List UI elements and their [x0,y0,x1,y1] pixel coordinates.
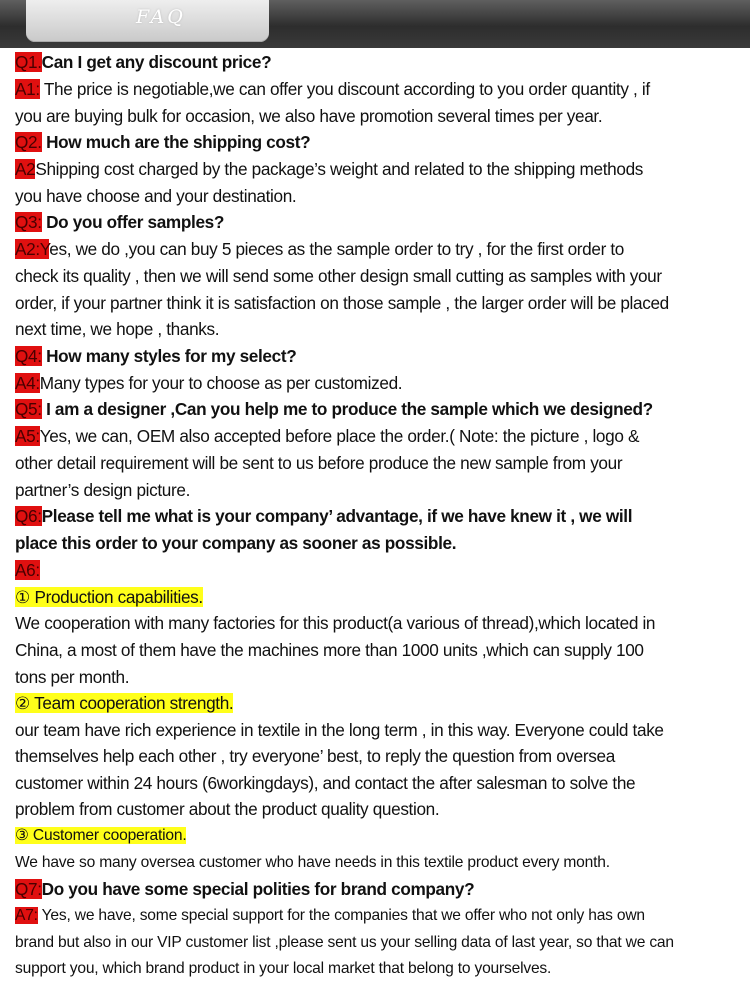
header-tab [26,0,269,42]
question-text: Please tell me what is your company’ advantage, if we have knew it , we will [41,506,633,527]
question-line [15,129,745,156]
answer-line [15,423,745,450]
highlighted-heading: ② Team cooperation strength. [15,693,234,714]
answer-line [15,263,745,290]
answer-text: China, a most of them have the machines more than 1000 units ,which can supply 100 [15,639,644,660]
answer-text: We have so many oversea customer who have needs in this textile product every month. [15,853,610,871]
question-line [15,209,745,236]
question-label: Q2. [15,132,42,153]
answer-line [15,290,745,317]
answer-text: themselves help each other , try everyone’ best, to reply the question from oversea [15,746,615,767]
answer-line [15,664,745,691]
answer-text: our team have rich experience in textile in the long term , in this way. Everyone could take [15,719,664,740]
answer-line [15,370,745,397]
answer-text: you have choose and your destination. [15,185,297,206]
question-label: Q1. [15,52,42,72]
answer-text: check its quality , then we will send some other design small cutting as samples with your [15,265,662,286]
question-text: Can I get any discount price? [41,52,272,72]
question-line [15,396,745,423]
answer-text: customer within 24 hours (6workingdays), and contact the after salesman to solve the [15,772,636,793]
answer-label: A1: [15,79,40,99]
question-label: Q6: [15,506,42,527]
header-bar [0,0,750,48]
answer-line [15,743,745,770]
answer-text: brand but also in our VIP customer list ,please sent us your selling data of last year, so that we can [15,933,674,951]
answer-text: Shipping cost charged by the package’s weight and related to the shipping methods [35,159,644,180]
answer-label: A2 [15,159,36,180]
answer-text: partner’s design picture. [15,479,191,500]
question-line [15,876,745,903]
answer-label: A7: [15,907,38,925]
answer-text: other detail requirement will be sent to us before produce the new sample from your [15,452,623,473]
answer-line [15,690,745,717]
question-text: How many styles for my select? [41,345,297,366]
answer-text: es, we do ,you can buy 5 pieces as the sample order to try , for the first order to [49,239,625,260]
answer-line [15,450,745,477]
answer-text: Many types for your to choose as per customized. [39,372,403,393]
answer-line [15,584,745,611]
question-line [15,530,745,557]
question-text: Do you have some special polities for brand company? [41,879,475,900]
answer-line [15,557,745,584]
answer-text: problem from customer about the product quality question. [15,799,440,820]
highlighted-heading: ③ Customer cooperation. [15,827,187,845]
answer-line [15,156,745,183]
question-text: I am a designer ,Can you help me to produce the sample which we designed? [41,399,653,420]
answer-label: A5: [15,426,40,447]
question-text: Do you offer samples? [41,212,225,233]
answer-text: order, if your partner think it is satisfaction on those sample , the larger order will be placed [15,292,669,313]
answer-line [15,76,745,103]
answer-text: support you, which brand product in your local market that belong to yourselves. [15,960,552,978]
answer-line [15,930,745,957]
answer-line [15,637,745,664]
question-label: Q4: [15,345,42,366]
answer-line [15,477,745,504]
answer-text: Yes, we can, OEM also accepted before place the order.( Note: the picture , logo & [39,426,640,447]
question-label: Q7: [15,879,42,900]
answer-line [15,236,745,263]
answer-line [15,316,745,343]
answer-label: A6: [15,560,40,581]
page-title: FAQ [136,6,186,28]
answer-line [15,823,745,850]
question-line [15,49,745,76]
answer-line [15,903,745,930]
answer-text: We cooperation with many factories for this product(a various of thread),which located in [15,613,656,634]
answer-text: The price is negotiable,we can offer you discount according to you order quantity , if [39,79,650,99]
question-text: How much are the shipping cost? [41,132,311,153]
answer-line [15,183,745,210]
answer-line [15,770,745,797]
answer-line [15,850,745,877]
question-label: Q3: [15,212,42,233]
answer-label: A2:Y [15,239,50,260]
answer-line [15,717,745,744]
answer-text: you are buying bulk for occasion, we also have promotion several times per year. [15,105,603,126]
answer-line [15,610,745,637]
highlighted-heading: ① Production capabilities. [15,586,203,607]
faq-content [15,49,745,983]
answer-text: Yes, we have, some special support for the companies that we offer who not only has own [37,907,645,925]
answer-line [15,956,745,983]
question-line [15,503,745,530]
question-label: Q5: [15,399,42,420]
question-text: place this order to your company as sooner as possible. [15,533,457,554]
answer-line [15,796,745,823]
answer-text: next time, we hope , thanks. [15,319,220,340]
answer-line [15,103,745,130]
question-line [15,343,745,370]
answer-text: tons per month. [15,666,130,687]
answer-label: A4: [15,372,40,393]
